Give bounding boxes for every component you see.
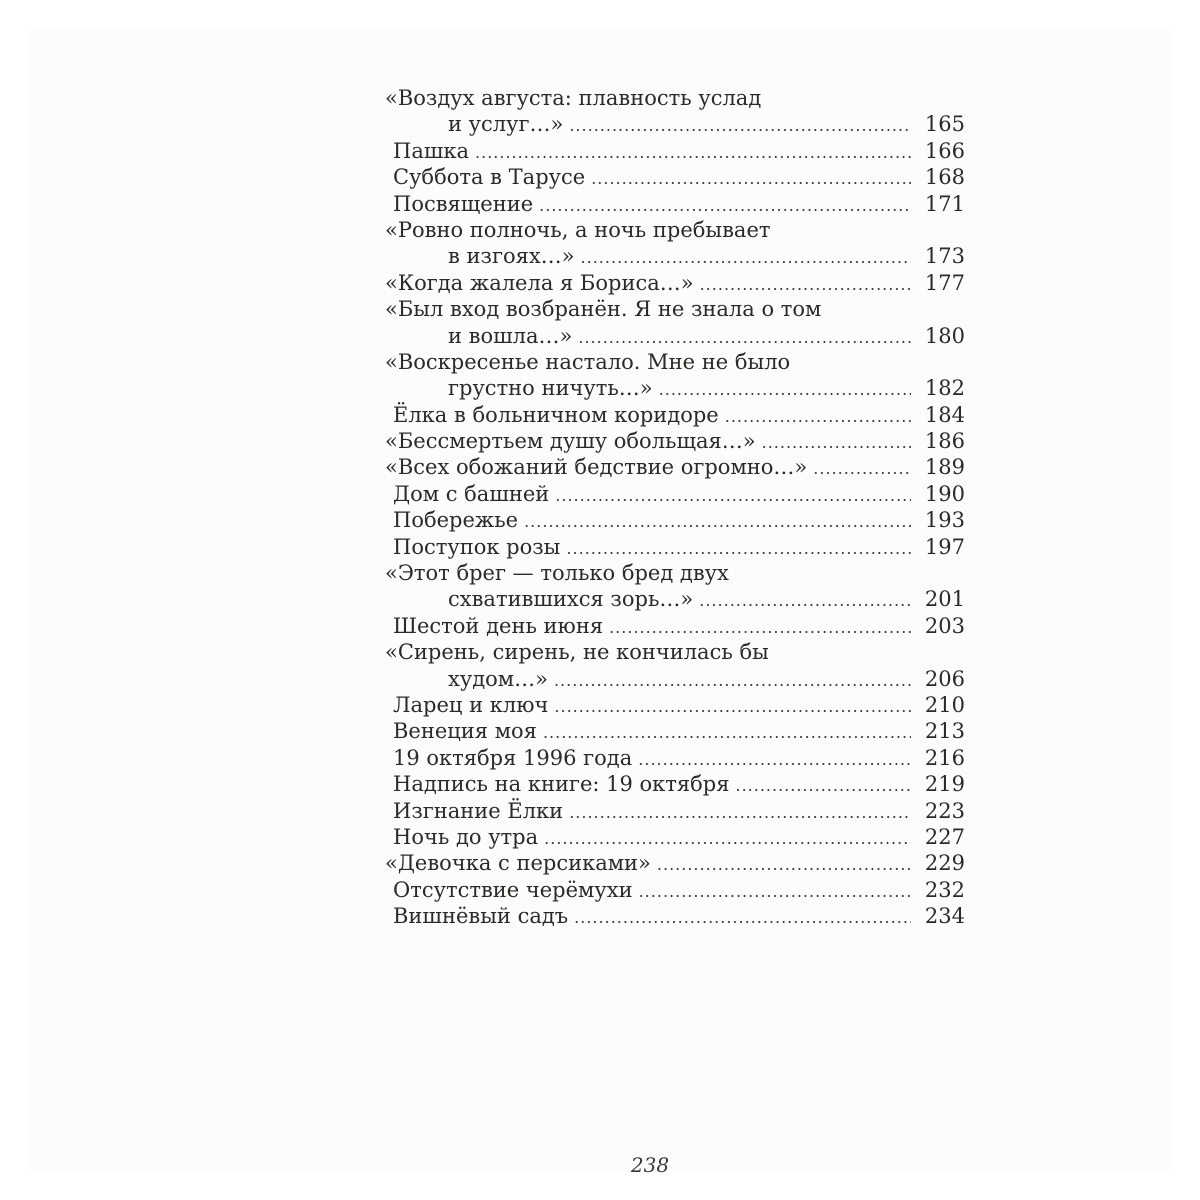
toc-line [385, 481, 965, 507]
toc-entry-title: схватившихся зорь…» [448, 587, 694, 612]
toc-line [385, 850, 965, 876]
toc-line [385, 217, 965, 243]
toc-line [385, 428, 965, 454]
toc-entry-title: Ларец и ключ [393, 692, 549, 717]
toc-entry-page: 232 [924, 877, 965, 902]
toc-entry-title: «Ровно полночь, а ночь пребывает [385, 217, 771, 242]
toc-entry-page: 229 [924, 851, 965, 876]
dot-leader [574, 905, 911, 931]
toc-line [385, 745, 965, 771]
toc-entry-page: 216 [924, 745, 965, 770]
toc-line [385, 323, 965, 349]
toc-line [385, 692, 965, 718]
dot-leader [524, 509, 911, 535]
dot-leader [544, 826, 911, 852]
dot-leader [543, 720, 911, 746]
toc-line [385, 613, 965, 639]
toc-entry-page: 166 [924, 138, 965, 163]
toc-line [385, 296, 965, 322]
toc-entry-page: 193 [924, 508, 965, 533]
toc-entry-title: Вишнёвый садъ [393, 904, 569, 929]
toc-entry-page: 180 [924, 323, 965, 348]
toc-entry-title: и услуг…» [448, 112, 564, 137]
toc-entry-title: Отсутствие черёмухи [393, 877, 633, 902]
dot-leader [569, 800, 911, 826]
toc-entry-page: 223 [924, 798, 965, 823]
toc-entry [385, 270, 965, 296]
toc-entry [385, 903, 965, 929]
toc-entry-page: 189 [924, 455, 965, 480]
toc-entry-title: «Воскресенье настало. Мне не было [385, 349, 791, 374]
dot-leader [813, 456, 911, 482]
dot-leader [591, 166, 911, 192]
dot-leader [725, 404, 911, 430]
toc-entry [385, 850, 965, 876]
toc-entry-title: «Бессмертьем душу обольщая…» [385, 429, 756, 454]
toc-entry-page: 184 [924, 402, 965, 427]
toc-line [385, 454, 965, 480]
toc-line [385, 639, 965, 665]
toc-line [385, 85, 965, 111]
toc-entry-page: 182 [924, 376, 965, 401]
toc-entry [385, 639, 965, 692]
dot-leader [700, 272, 911, 298]
book-page [30, 30, 1170, 1177]
toc-entry [385, 138, 965, 164]
toc-entry [385, 428, 965, 454]
dot-leader [638, 747, 911, 773]
dot-leader [475, 140, 911, 166]
toc-entry-page: 206 [924, 666, 965, 691]
toc-entry [385, 745, 965, 771]
toc-entry-page: 213 [924, 719, 965, 744]
toc-line [385, 349, 965, 375]
toc-entry-page: 201 [924, 587, 965, 612]
toc-entry [385, 349, 965, 402]
table-of-contents [385, 85, 965, 930]
toc-entry [385, 191, 965, 217]
toc-entry [385, 85, 965, 138]
toc-entry-title: Поступок розы [393, 534, 561, 559]
toc-entry-page: 227 [924, 824, 965, 849]
toc-entry [385, 454, 965, 480]
toc-entry-page: 173 [924, 244, 965, 269]
toc-entry-title: в изгоях…» [448, 244, 575, 269]
toc-line [385, 375, 965, 401]
toc-entry [385, 402, 965, 428]
dot-leader [555, 483, 911, 509]
toc-line [385, 243, 965, 269]
toc-entry-page: 234 [924, 904, 965, 929]
toc-line [385, 164, 965, 190]
toc-line [385, 798, 965, 824]
toc-entry-page: 190 [924, 481, 965, 506]
dot-leader [609, 615, 911, 641]
toc-line [385, 402, 965, 428]
dot-leader [699, 588, 911, 614]
dot-leader [566, 536, 911, 562]
toc-line [385, 877, 965, 903]
toc-entry [385, 877, 965, 903]
toc-line [385, 534, 965, 560]
page-number: 238 [630, 1153, 670, 1177]
dot-leader [762, 430, 911, 456]
toc-entry-title: «Когда жалела я Бориса…» [385, 270, 694, 295]
toc-entry-title: Венеция моя [393, 719, 537, 744]
toc-line [385, 666, 965, 692]
dot-leader [554, 694, 911, 720]
toc-entry [385, 217, 965, 270]
toc-line [385, 270, 965, 296]
toc-entry [385, 507, 965, 533]
toc-entry-title: Суббота в Тарусе [393, 165, 586, 190]
toc-line [385, 560, 965, 586]
toc-entry-title: Дом с башней [393, 481, 550, 506]
toc-entry-page: 219 [924, 772, 965, 797]
toc-entry [385, 534, 965, 560]
dot-leader [659, 377, 911, 403]
dot-leader [735, 773, 911, 799]
toc-entry-page: 186 [924, 429, 965, 454]
toc-entry-title: «Сирень, сирень, не кончилась бы [385, 640, 769, 665]
toc-entry-title: Шестой день июня [393, 613, 604, 638]
toc-entry-title: «Этот брег — только бред двух [385, 561, 729, 586]
dot-leader [657, 852, 911, 878]
toc-entry [385, 718, 965, 744]
toc-entry [385, 613, 965, 639]
toc-entry-title: «Девочка с персиками» [385, 851, 651, 876]
toc-entry [385, 164, 965, 190]
toc-line [385, 191, 965, 217]
toc-entry-title: Изгнание Ёлки [393, 798, 564, 823]
dot-leader [578, 325, 911, 351]
toc-entry-title: Ночь до утра [393, 824, 539, 849]
toc-line [385, 586, 965, 612]
toc-line [385, 771, 965, 797]
toc-entry-page: 210 [924, 692, 965, 717]
toc-entry-title: Надпись на книге: 19 октября [393, 772, 730, 797]
toc-entry [385, 771, 965, 797]
toc-line [385, 903, 965, 929]
dot-leader [554, 668, 911, 694]
toc-entry-page: 177 [924, 270, 965, 295]
toc-entry-title: Пашка [393, 138, 470, 163]
toc-line [385, 138, 965, 164]
toc-entry [385, 798, 965, 824]
dot-leader [539, 193, 911, 219]
toc-entry-page: 165 [924, 112, 965, 137]
toc-entry-title: Ёлка в больничном коридоре [393, 402, 719, 427]
toc-line [385, 824, 965, 850]
toc-entry [385, 481, 965, 507]
toc-entry-title: и вошла…» [448, 323, 573, 348]
toc-entry-page: 203 [924, 613, 965, 638]
toc-entry-page: 168 [924, 165, 965, 190]
toc-line [385, 111, 965, 137]
dot-leader [569, 113, 911, 139]
toc-entry [385, 296, 965, 349]
toc-line [385, 718, 965, 744]
dot-leader [581, 245, 911, 271]
dot-leader [639, 879, 911, 905]
toc-entry-page: 197 [924, 534, 965, 559]
toc-entry-title: 19 октября 1996 года [393, 745, 633, 770]
toc-entry-page: 171 [924, 191, 965, 216]
toc-entry-title: «Всех обожаний бедствие огромно…» [385, 455, 808, 480]
toc-entry [385, 560, 965, 613]
toc-entry-title: Побережье [393, 508, 519, 533]
toc-entry-title: «Был вход возбранён. Я не знала о том [385, 297, 822, 322]
toc-entry-title: грустно ничуть…» [448, 376, 653, 401]
toc-entry [385, 692, 965, 718]
toc-line [385, 507, 965, 533]
toc-entry-title: худом…» [448, 666, 548, 691]
toc-entry-title: «Воздух августа: плавность услад [385, 86, 762, 110]
toc-entry-title: Посвящение [393, 191, 534, 216]
toc-entry [385, 824, 965, 850]
